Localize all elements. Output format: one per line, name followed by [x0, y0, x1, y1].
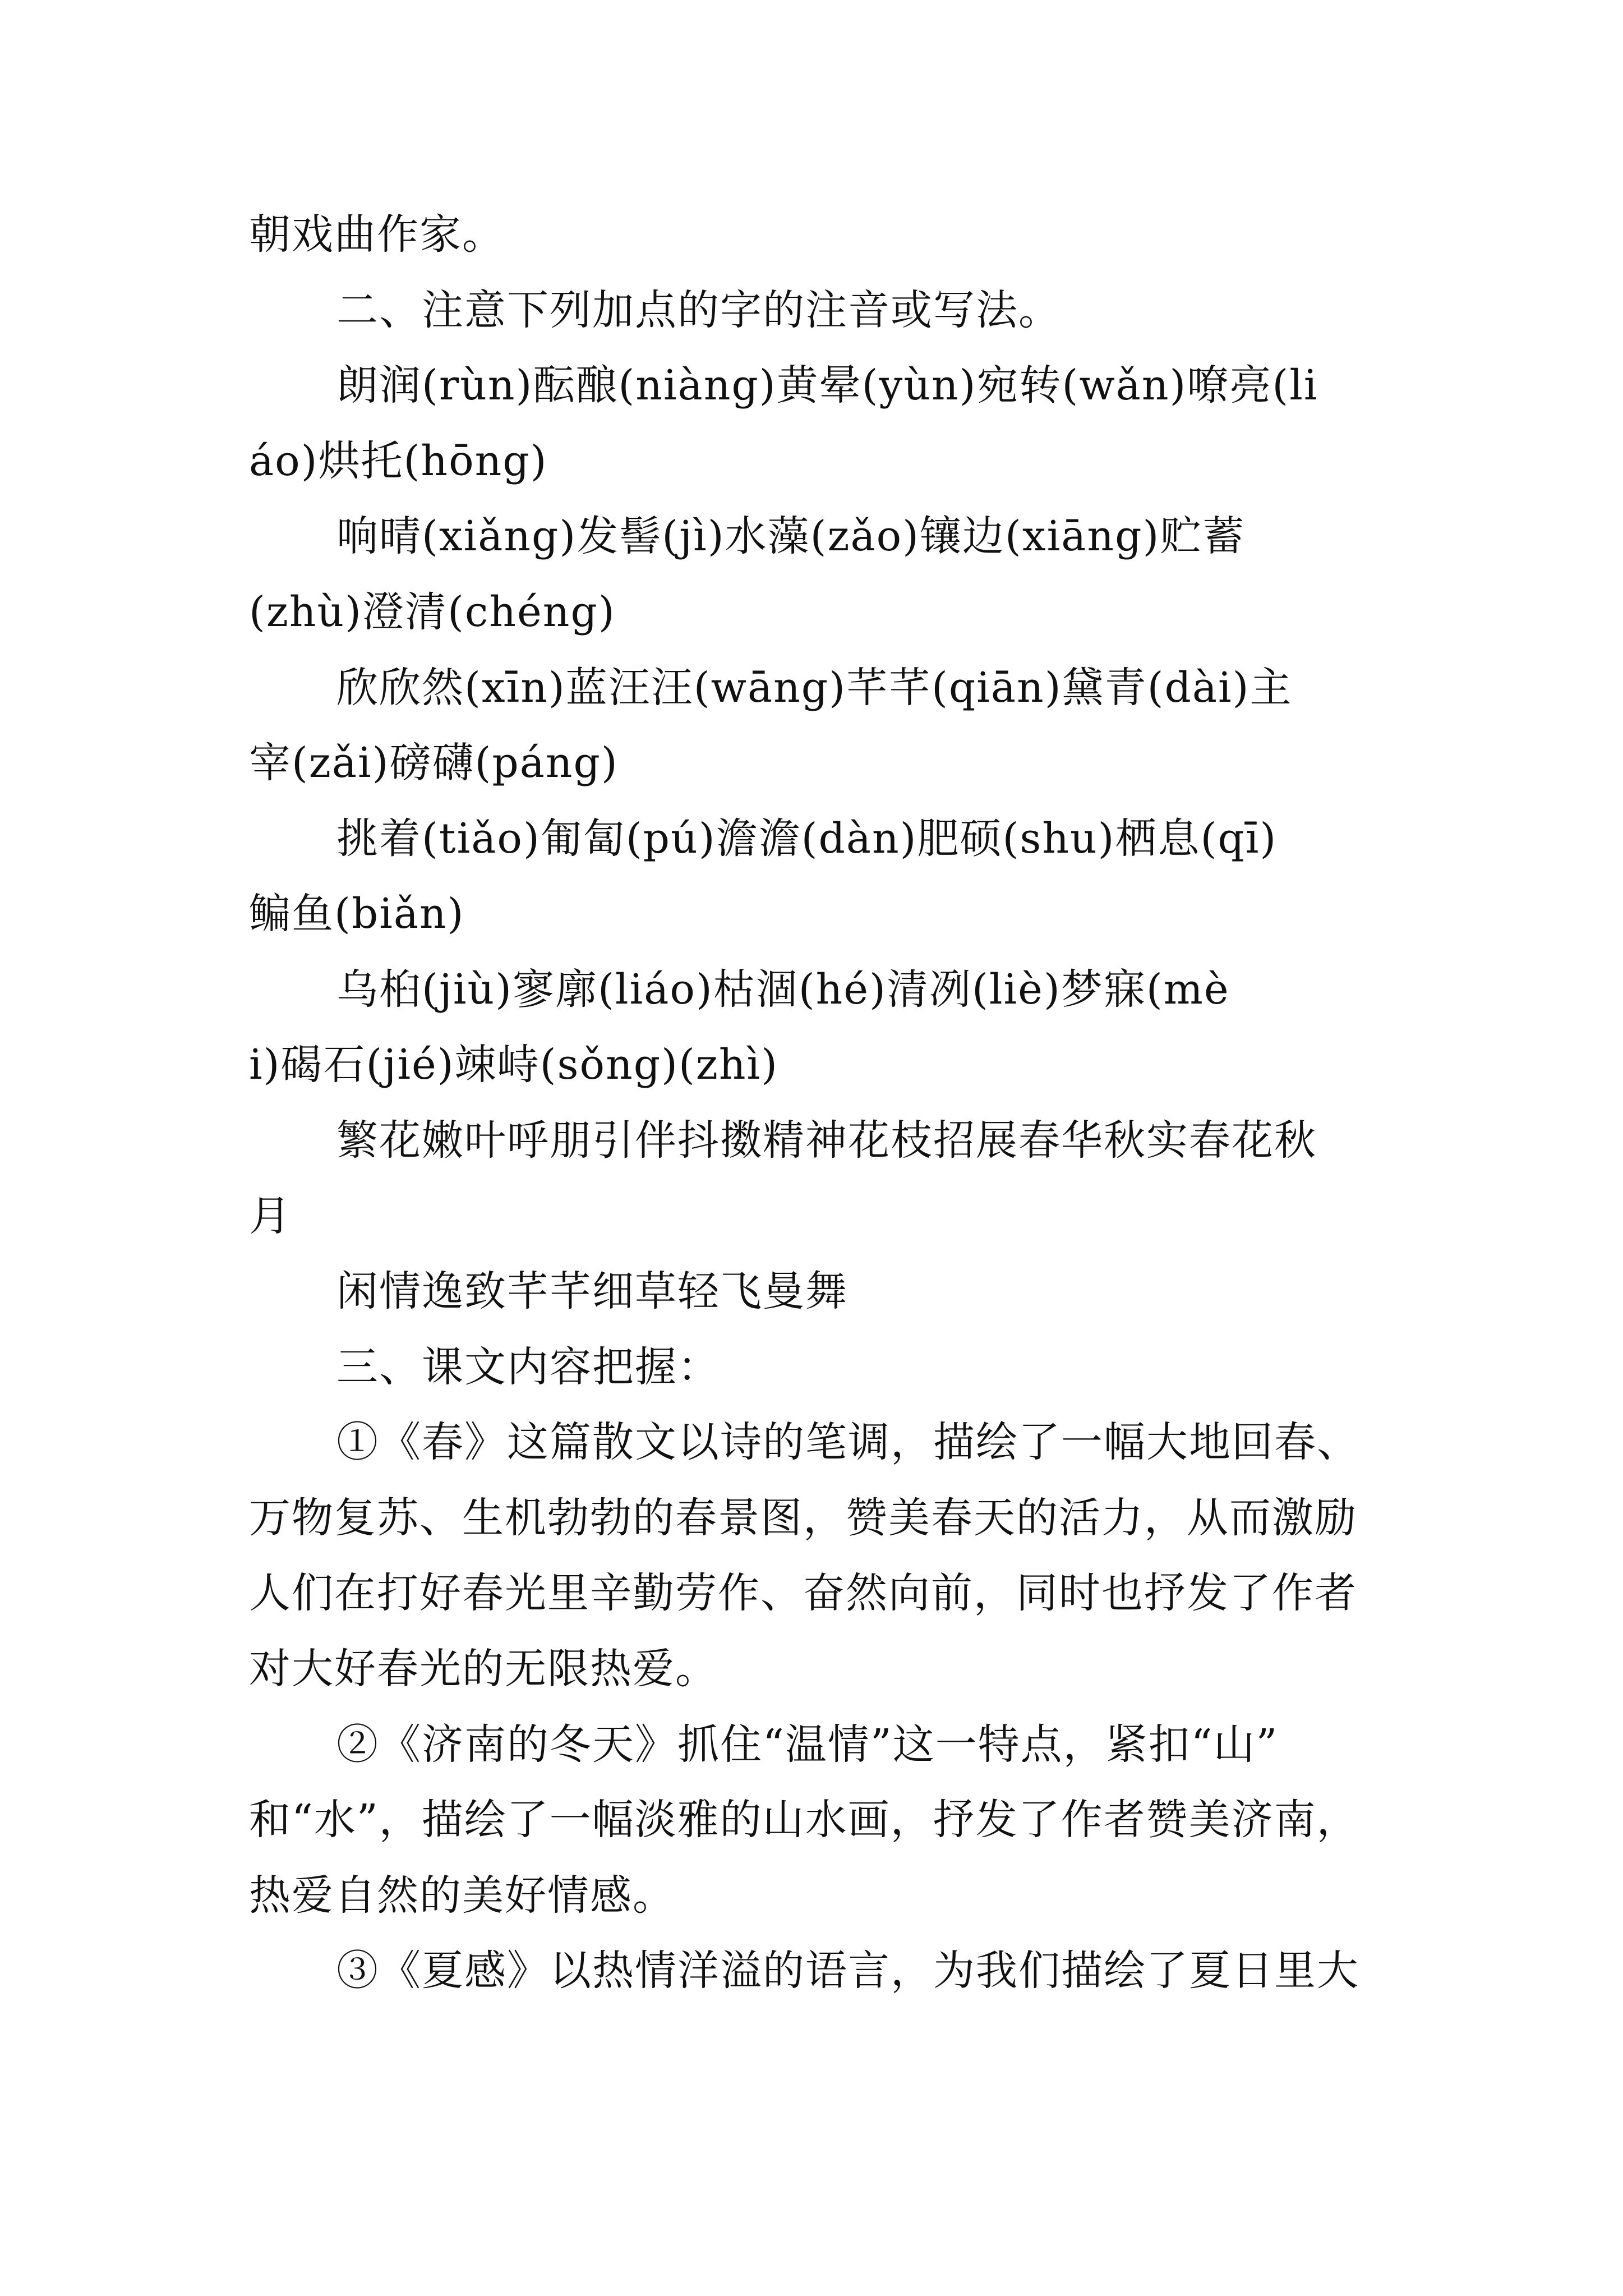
- text-line: 朝戏曲作家。: [249, 210, 505, 259]
- text-line: 万物复苏、生机勃勃的春景图，赞美春天的活力，从而激励: [249, 1494, 1357, 1542]
- text-line: 鳊鱼(biǎn): [249, 890, 465, 938]
- text-line: ②《济南的冬天》抓住“温情”这一特点，紧扣“山”: [336, 1720, 1279, 1769]
- text-line: i)碣石(jié)竦峙(sǒng)(zhì): [249, 1041, 779, 1089]
- text-line: 欣欣然(xīn)蓝汪汪(wāng)芊芊(qiān)黛青(dài)主: [336, 664, 1293, 712]
- text-line: 对大好春光的无限热爱。: [249, 1645, 718, 1693]
- text-line: 朗润(rùn)酝酿(niàng)黄晕(yùn)宛转(wǎn)嘹亮(li: [336, 361, 1318, 409]
- text-line: 响晴(xiǎng)发髻(jì)水藻(zǎo)镶边(xiāng)贮蓄: [336, 512, 1246, 560]
- text-line: 闲情逸致芊芊细草轻飞曼舞: [336, 1267, 848, 1315]
- text-line: (zhù)澄清(chéng): [249, 588, 616, 636]
- text-line: áo)烘托(hōng): [249, 437, 548, 485]
- text-line: 和“水”，描绘了一幅淡雅的山水画，抒发了作者赞美济南，: [249, 1796, 1359, 1844]
- text-line: 热爱自然的美好情感。: [249, 1871, 675, 1920]
- text-line: ③《夏感》以热情洋溢的语言，为我们描绘了夏日里大: [336, 1947, 1359, 1995]
- text-line: 宰(zǎi)磅礴(páng): [249, 739, 619, 787]
- text-line: 月: [249, 1192, 292, 1240]
- section-heading: 三、课文内容把握：: [336, 1343, 720, 1391]
- text-line: ①《春》这篇散文以诗的笔调，描绘了一幅大地回春、: [336, 1418, 1359, 1466]
- text-line: 繁花嫩叶呼朋引伴抖擞精神花枝招展春华秋实春花秋: [336, 1116, 1317, 1165]
- section-heading: 二、注意下列加点的字的注音或写法。: [336, 286, 1061, 334]
- text-line: 乌桕(jiù)寥廓(liáo)枯涸(hé)清冽(liè)梦寐(mè: [336, 965, 1230, 1014]
- text-line: 人们在打好春光里辛勤劳作、奋然向前，同时也抒发了作者: [249, 1569, 1357, 1617]
- text-line: 挑着(tiǎo)匍匐(pú)澹澹(dàn)肥硕(shu)栖息(qī): [336, 815, 1278, 863]
